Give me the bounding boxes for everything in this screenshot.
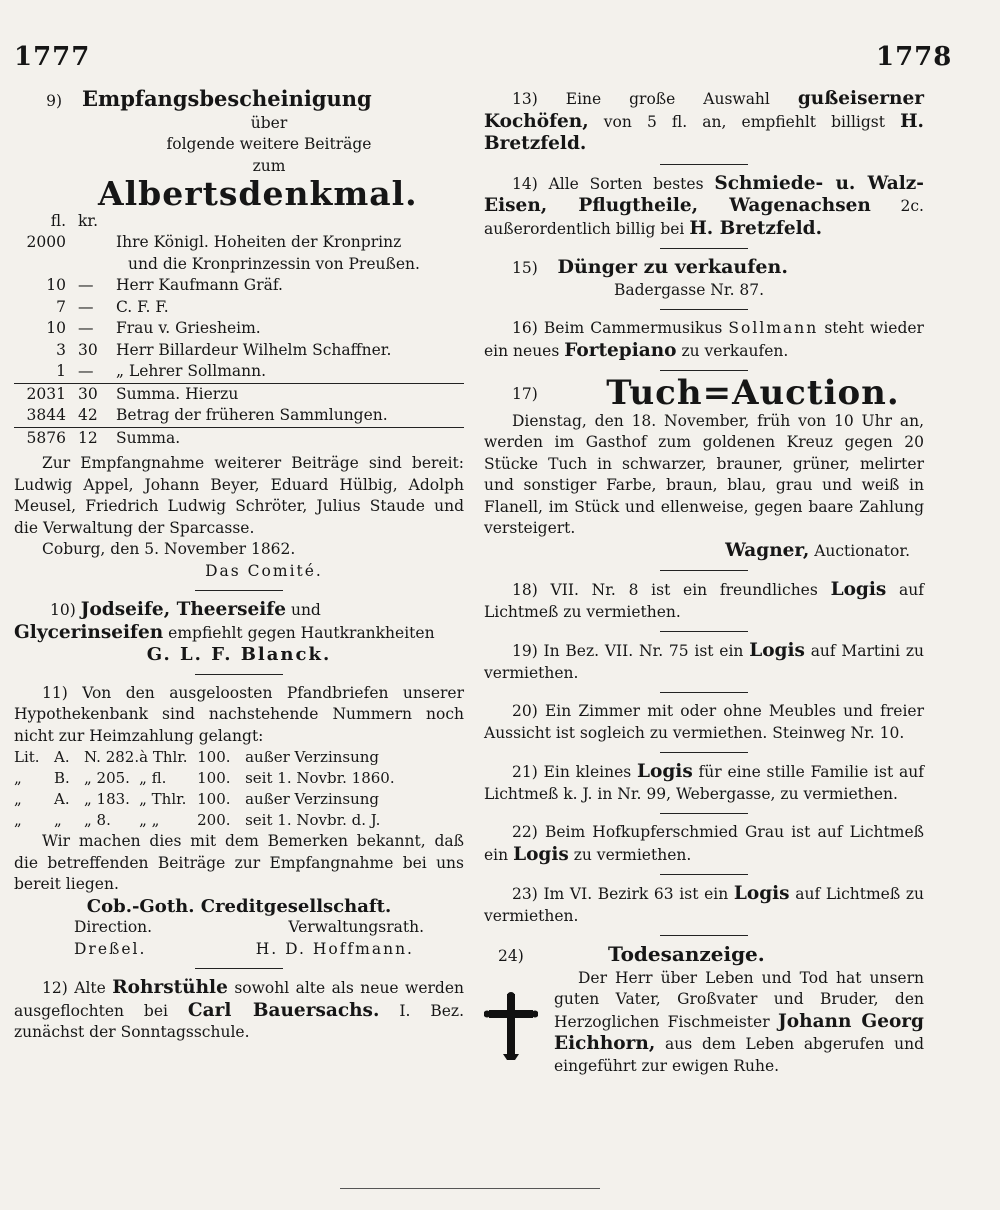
notice-number: 23) [512, 885, 538, 903]
notice-word: sowohl alte als neue werden ausgeflochten bei [14, 979, 464, 1020]
left-column [14, 88, 464, 1044]
donation-table [14, 211, 464, 450]
monument-title: Albertsdenkmal. [98, 174, 418, 213]
cell-fl [14, 254, 74, 276]
signoff-names [14, 939, 464, 961]
cell-fl: 3844 [26, 406, 66, 424]
notice-number: 9) [46, 92, 62, 110]
lodging-word: Logis [637, 761, 693, 782]
notice-word: VII. Nr. 8 ist ein freundliches [550, 581, 818, 599]
notice-text [14, 683, 464, 748]
notice-number: 18) [512, 581, 538, 599]
notice-14 [484, 173, 924, 241]
notice-word: zu vermiethen. [573, 845, 692, 864]
cell-kr [74, 232, 116, 254]
table-header [14, 211, 464, 233]
death-notice-body [484, 968, 924, 1078]
table-row [14, 254, 464, 276]
cell-fl: 5876 [14, 427, 74, 449]
notice-23 [484, 883, 924, 927]
person-name: Sollmann [728, 319, 819, 337]
sum-row [14, 405, 464, 427]
notice-word: von 5 fl. an, empfiehlt billigst [603, 112, 885, 131]
notice-word: aus dem Leben abgerufen und eingeführt zur ewigen Ruhe. [554, 1035, 924, 1075]
notice-21 [484, 761, 924, 805]
merchant-name: H. Bretzfeld. [484, 110, 924, 154]
latin-cross-icon [484, 992, 538, 1062]
notice-title: Tuch=Auction. [606, 373, 900, 413]
notice-20 [484, 701, 924, 744]
separator [660, 248, 748, 249]
cell: außer Verzinsung [245, 790, 380, 808]
notice-15 [484, 257, 924, 301]
notice-text [484, 822, 924, 866]
notice-number: 22) [512, 823, 538, 841]
cell: N. 282. [84, 748, 140, 766]
cell-text: Summa. Hierzu [116, 383, 464, 405]
separator [195, 590, 283, 591]
cell-text: und die Kronprinzessin von Preußen. [128, 254, 420, 273]
notice-text [484, 257, 924, 280]
notice-address: Badergasse Nr. 87. [614, 280, 765, 299]
deceased-name: Johann Georg Eichhorn, [554, 1010, 924, 1054]
cell-kr: — [78, 297, 94, 316]
separator [660, 935, 748, 936]
cell-kr: 30 [74, 383, 116, 405]
table-row [14, 789, 464, 810]
notice-word: auf Lichtmeß zu vermiethen. [484, 885, 924, 925]
cell-fl: 10 [46, 319, 66, 337]
cell: A. [54, 748, 70, 766]
notice-word: Im VI. Bezirk 63 ist ein [543, 885, 729, 903]
notice-text [484, 173, 924, 241]
notice-body: Von den ausgeloosten Pfandbriefen unserer Hypothekenbank sind nachstehende Nummern noch nicht zur Heimzahlung gelangt: [14, 683, 464, 745]
auctioneer-name: Wagner, [725, 539, 810, 561]
notice-word: auf Lichtmeß zu vermiethen. [484, 581, 925, 621]
merchant-name: Carl Bauersachs. [187, 999, 380, 1021]
product-name: gußeiserner Kochöfen, [484, 88, 924, 132]
notice-word: Ein kleines [543, 763, 632, 781]
notice-word: auf Martini zu vermiethen. [484, 642, 924, 682]
cell-text: Betrag der früheren Sammlungen. [116, 406, 388, 424]
notice-number: 24) [498, 947, 524, 965]
merchant-name: H. Bretzfeld. [689, 217, 823, 239]
notice-word: und [290, 601, 321, 619]
notice-text [484, 318, 924, 362]
notice-word: empfiehlt gegen Hautkrankheiten [168, 623, 435, 642]
cell: „ 8. [84, 811, 111, 829]
notice-word: zu verkaufen. [681, 341, 789, 360]
table-row [14, 232, 464, 254]
footer-rule [340, 1188, 600, 1189]
separator [660, 570, 748, 571]
notice-paragraph: Dienstag, den 18. November, früh von 10 Uhr an, werden im Gasthof zum goldenen Kreuz gegen 20 Stücke Tuch in schwarzer, brauner, grüner, melirter und sonstiger Farbe, braun, blau, grau und weiß in Flanell, im Stück und ellenweise, gegen baare Zahlung versteigert. [484, 411, 924, 537]
notice-word: Alte [74, 979, 106, 997]
notice-text [484, 579, 924, 623]
notice-11 [14, 683, 464, 961]
cell-text: „ Lehrer Sollmann. [116, 362, 267, 380]
cell: 100. [197, 790, 231, 808]
notice-title: Todesanzeige. [608, 942, 765, 966]
notice-date: Coburg, den 5. November 1862. [42, 540, 296, 558]
cell: „ Thlr. [139, 790, 187, 808]
table-row [14, 318, 464, 340]
notice-text [484, 701, 924, 744]
cell: außer Verzinsung [245, 748, 380, 766]
separator [660, 692, 748, 693]
separator [660, 370, 748, 371]
sum-row [14, 427, 464, 449]
notice-17 [484, 373, 924, 562]
cell-text: Frau v. Griesheim. [116, 319, 261, 337]
cell: A. [54, 790, 70, 808]
notice-number: 20) [512, 702, 538, 720]
notice-word: Beim Cammermusikus [543, 319, 723, 337]
separator [660, 631, 748, 632]
cell-text: Summa. [116, 427, 464, 449]
cell-fl: 3 [56, 340, 66, 359]
lodging-word: Logis [749, 640, 805, 661]
notice-text [484, 88, 924, 156]
header-kr: kr. [78, 211, 99, 230]
separator [660, 164, 748, 165]
cell-kr: 42 [78, 406, 98, 424]
separator [660, 813, 748, 814]
notice-signature [484, 540, 924, 563]
cell-fl: 2000 [26, 233, 66, 251]
cell: 200. [197, 811, 231, 829]
product-name: Schmiede- u. Walz-Eisen, Pflugtheile, Wagenachsen [484, 172, 924, 216]
cell: seit 1. Novbr. 1860. [245, 769, 395, 787]
notice-body: Ein Zimmer mit oder ohne Meubles und freier Aussicht ist sogleich zu vermiethen. Steinweg Nr. 10. [484, 702, 924, 742]
notice-13 [484, 88, 924, 156]
product-name: Rohrstühle [112, 977, 228, 998]
notice-number: 13) [512, 90, 538, 108]
cell: „ [14, 811, 22, 829]
cell: „ 183. [84, 790, 130, 808]
notice-title: Empfangsbescheinigung [82, 86, 372, 111]
table-row [14, 297, 464, 319]
notice-12 [14, 977, 464, 1044]
notice-word: steht wieder ein neues [484, 319, 924, 360]
page-number-right: 1778 [876, 42, 953, 72]
table-row [14, 275, 464, 297]
cell: 100. [197, 769, 231, 787]
notice-number: 15) [512, 259, 538, 277]
cell: „ „ [139, 811, 160, 829]
notice-24 [484, 944, 924, 1077]
notice-word: Eine große Auswahl [565, 90, 770, 108]
table-row [14, 361, 464, 383]
notice-line: zum [252, 156, 286, 175]
notice-text [484, 761, 924, 805]
table-row [14, 747, 464, 768]
lodging-word: Logis [830, 579, 887, 600]
product-name: Glycerinseifen [14, 621, 164, 643]
cell-fl: 7 [56, 297, 66, 316]
cell: „ [14, 769, 22, 787]
cell-kr: — [78, 319, 94, 337]
cell-kr: 12 [74, 427, 116, 449]
notice-number: 21) [512, 763, 538, 781]
cell: „ fl. [139, 769, 167, 787]
notice-text [484, 640, 924, 684]
page-number-left: 1777 [14, 42, 91, 72]
notice-number: 12) [42, 979, 68, 997]
signoff-labels [14, 917, 464, 939]
notice-word: Alle Sorten bestes [548, 174, 704, 193]
cell: „ [14, 790, 22, 808]
cell-text: C. F. F. [116, 297, 169, 316]
notice-header [484, 373, 924, 413]
right-column [484, 88, 924, 1077]
notice-10 [14, 599, 464, 666]
cell: B. [54, 769, 70, 787]
notice-text [14, 599, 464, 644]
notice-word: Beim Hofkupferschmied Grau ist auf Lichtmeß ein [484, 823, 924, 864]
notice-19 [484, 640, 924, 684]
cell-fl: 2031 [14, 383, 74, 405]
cell-text: Herr Kaufmann Gräf. [116, 276, 283, 294]
notice-number: 10) [50, 601, 76, 619]
notice-word: I. Bez. zunächst der Sonntagsschule. [14, 1001, 464, 1041]
director-name: Dreßel. [74, 939, 147, 958]
notice-number: 14) [512, 174, 538, 193]
notice-16 [484, 318, 924, 362]
separator [195, 674, 283, 675]
separator [660, 309, 748, 310]
cell-text: Herr Billardeur Wilhelm Schaffner. [116, 340, 392, 359]
notice-text [484, 883, 924, 927]
notice-signature: Das Comité. [205, 561, 323, 580]
notice-18 [484, 579, 924, 623]
cell-kr: — [78, 362, 94, 380]
cell: Lit. [14, 748, 40, 766]
notice-word: Der Herr über Leben und Tod hat unsern guten Vater, Großvater und Bruder, den Herzoglichen Fischmeister [554, 968, 924, 1031]
notice-title: Dünger zu verkaufen. [557, 256, 788, 278]
notice-line: über [250, 113, 288, 132]
board-name: H. D. Hoffmann. [255, 939, 414, 958]
direction-label: Direction. [74, 918, 153, 936]
notice-word: für eine stille Familie ist auf Lichtmeß k. J. in Nr. 99, Webergasse, zu vermiethen. [484, 763, 924, 803]
separator [660, 874, 748, 875]
bond-table [14, 747, 464, 831]
cell-kr: 30 [78, 340, 98, 359]
notice-9 [14, 88, 464, 582]
notice-header [484, 944, 924, 968]
sum-row [14, 383, 464, 405]
separator [195, 968, 283, 969]
notice-paragraph: Zur Empfangnahme weiterer Beiträge sind bereit: Ludwig Appel, Johann Beyer, Eduard Hülbig, Adolph Meusel, Friedrich Ludwig Schröter, Julius Staude und die Verwaltung der Sparcasse. [14, 454, 464, 537]
separator [660, 752, 748, 753]
notice-22 [484, 822, 924, 866]
table-row [14, 810, 464, 831]
notice-word: In Bez. VII. Nr. 75 ist ein [543, 642, 744, 660]
notice-paragraph: Wir machen dies mit dem Bemerken bekannt, daß die betreffenden Beiträge zur Empfangnahme bei uns bereit liegen. [14, 832, 464, 893]
product-name: Jodseife, Theerseife [80, 599, 287, 620]
header-fl: fl. [50, 211, 66, 230]
cell-text: Ihre Königl. Hoheiten der Kronprinz [116, 233, 402, 251]
board-label: Verwaltungsrath. [288, 918, 424, 936]
cell: „ [54, 811, 62, 829]
company-name: Cob.-Goth. Creditgesellschaft. [86, 895, 392, 917]
notice-number: 11) [42, 683, 68, 702]
cell: seit 1. Novbr. d. J. [245, 811, 381, 829]
lodging-word: Logis [733, 883, 790, 904]
notice-text [554, 968, 924, 1078]
cell-fl: 1 [56, 362, 66, 380]
notice-text [14, 977, 464, 1044]
notice-word: 2c. außerordentlich billig bei [484, 197, 924, 238]
notice-line: folgende weitere Beiträge [166, 135, 372, 153]
lodging-word: Logis [513, 843, 569, 865]
notice-signature: G. L. F. Blanck. [146, 644, 332, 665]
cell: „ 205. [84, 769, 130, 787]
auctioneer-role: Auctionator. [814, 541, 910, 560]
cell: à Thlr. [139, 748, 188, 766]
notice-number: 16) [512, 319, 538, 337]
cell: 100. [197, 748, 231, 766]
notice-number: 17) [512, 385, 538, 403]
table-row [14, 768, 464, 789]
cell-kr: — [78, 276, 94, 294]
notice-number: 19) [512, 642, 538, 660]
cell-fl: 10 [46, 276, 66, 294]
product-name: Fortepiano [564, 339, 677, 361]
table-row [14, 340, 464, 362]
cell-kr [74, 254, 116, 276]
